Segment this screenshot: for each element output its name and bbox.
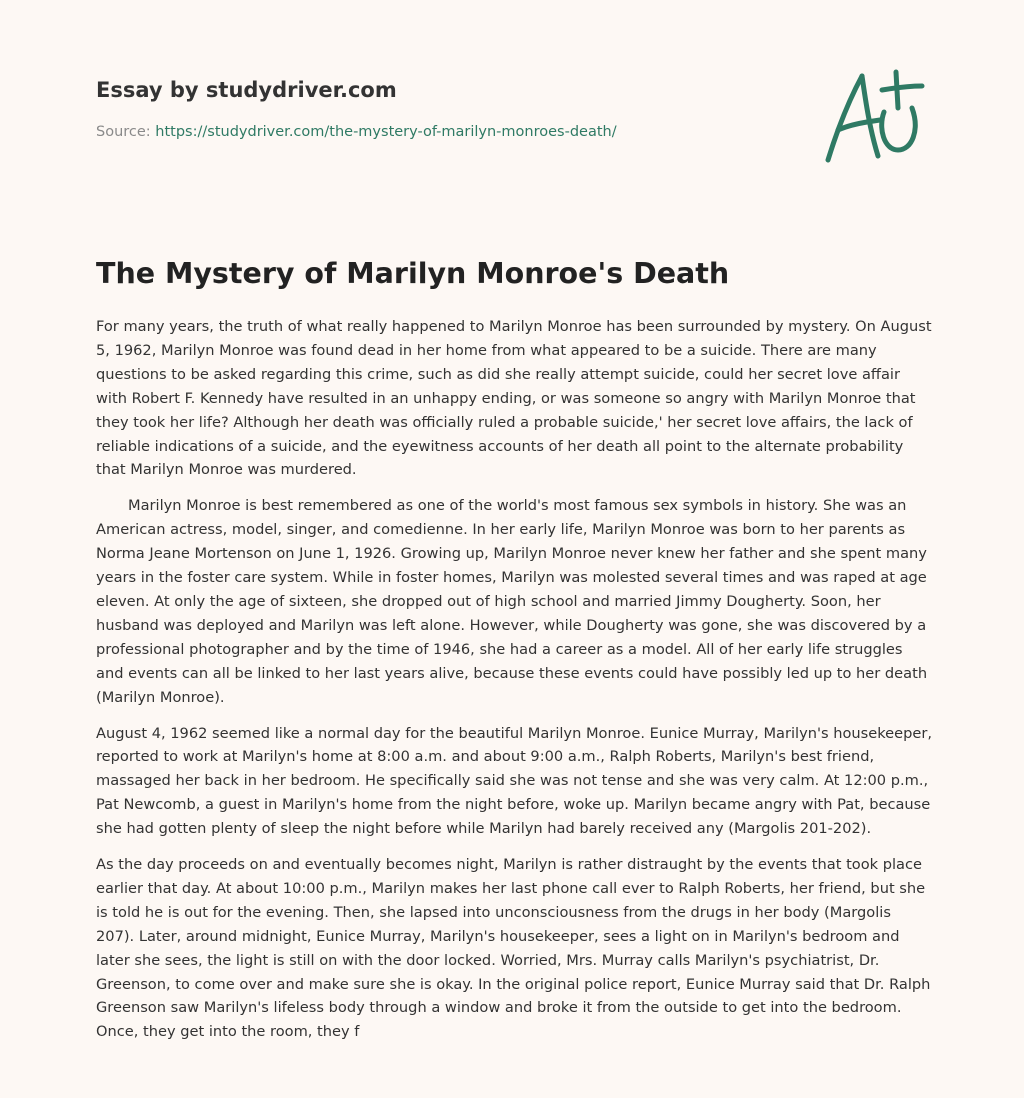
brand-title: Essay by studydriver.com [96,78,397,102]
paragraph: As the day proceeds on and eventually becomes night, Marilyn is rather distraught by the events that took place earlier that day. At about 10:00 p.m., Marilyn makes her last phone call ever to Ralph Roberts, her friend, but she is told he is out for the evening. Then, she lapsed into unconsciousness from the drugs in her body (Margolis 207). Later, around midnight, Eunice Murray, Marilyn's housekeeper, sees a light on in Marilyn's bedroom and later she sees, the light is still on with the door locked. Worried, Mrs. Murray calls Marilyn's psychiatrist, Dr. Greenson, to come over and make sure she is okay. In the original police report, Eunice Murray said that Dr. Ralph Greenson saw Marilyn's lifeless body through a window and broke it from the outside to get into the bedroom. Once, they get into the room, they f [96,856,931,1041]
a-plus-grade-icon [818,64,928,168]
page-title: The Mystery of Marilyn Monroe's Death [96,257,730,290]
paragraph: August 4, 1962 seemed like a normal day for the beautiful Marilyn Monroe. Eunice Murray, Marilyn's housekeeper, reported to work at Marilyn's home at 8:00 a.m. and about 9:00 a.m., Ralph Roberts, Marilyn's best friend, massaged her back in her bedroom. He specifically said she was not tense and she was very calm. At 12:00 p.m., Pat Newcomb, a guest in Marilyn's home from the night before, woke up. Marilyn became angry with Pat, because she had gotten plenty of sleep the night before while Marilyn had barely received any (Margolis 201-202). [96,724,933,838]
paragraph: Marilyn Monroe is best remembered as one of the world's most famous sex symbols in history. She was an American actress, model, singer, and comedienne. In her early life, Marilyn Monroe was born to her parents as Norma Jeane Mortenson on June 1, 1926. Growing up, Marilyn Monroe never knew her father and she spent many years in the foster care system. While in foster homes, Marilyn was molested several times and was raped at age eleven. At only the age of sixteen, she dropped out of high school and married Jimmy Dougherty. Soon, her husband was deployed and Marilyn was left alone. However, while Dougherty was gone, she was discovered by a professional photographer and by the time of 1946, she had a career as a model. All of her early life struggles and events can all be linked to her last years alive, because these events could have possibly led up to her death (Marilyn Monroe). [96,497,928,706]
source-label: Source: [96,124,151,140]
essay-body [96,315,932,1056]
paragraph: For many years, the truth of what really happened to Marilyn Monroe has been surrounded by mystery. On August 5, 1962, Marilyn Monroe was found dead in her home from what appeared to be a suicide. There are many questions to be asked regarding this crime, such as did she really attempt suicide, could her secret love affair with Robert F. Kennedy have resulted in an unhappy ending, or was someone so angry with Marilyn Monroe that they took her life? Although her death was officially ruled a probable suicide,' her secret love affairs, the lack of reliable indications of a suicide, and the eyewitness accounts of her death all point to the alternate probability that Marilyn Monroe was murdered. [96,318,932,479]
source-link[interactable]: https://studydriver.com/the-mystery-of-marilyn-monroes-death/ [155,124,617,140]
essay-header [96,74,796,142]
source-line [96,122,796,142]
